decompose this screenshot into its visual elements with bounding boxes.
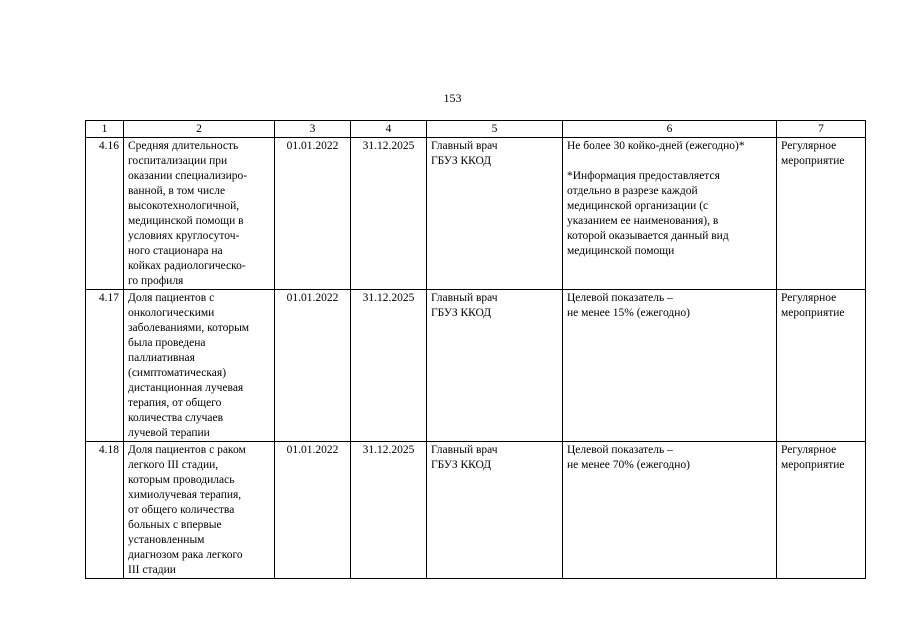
column-header: 7: [777, 121, 866, 138]
column-header: 3: [275, 121, 351, 138]
table-row: [86, 290, 866, 442]
row-indicator: Целевой показатель – не менее 70% (ежегодно): [563, 442, 777, 579]
table-header-row: [86, 121, 866, 138]
row-indicator: Не более 30 койко-дней (ежегодно)* *Информация предоставляется отдельно в разрезе каждой медицинской организации (с указанием ее наименования), в которой оказывается данный вид медицинской помощи: [563, 138, 777, 290]
row-responsible: Главный врач ГБУЗ ККОД: [427, 138, 563, 290]
row-number: 4.16: [86, 138, 124, 290]
page-number: 153: [443, 91, 462, 105]
row-start-date: 01.01.2022: [275, 138, 351, 290]
row-end-date: 31.12.2025: [351, 442, 427, 579]
column-header: 4: [351, 121, 427, 138]
row-end-date: 31.12.2025: [351, 138, 427, 290]
row-start-date: 01.01.2022: [275, 290, 351, 442]
row-description: Средняя длительность госпитализации при оказании специализиро- ванной, в том числе высокотехнологичной, медицинской помощи в условиях круглосуточ- ного стационара на койках радиологическо- го профиля: [124, 138, 275, 290]
row-description: Доля пациентов с раком легкого III стадии, которым проводилась химиолучевая терапия, от общего количества больных с впервые установленным диагнозом рака легкого III стадии: [124, 442, 275, 579]
table-row: [86, 138, 866, 290]
column-header: 5: [427, 121, 563, 138]
row-type: Регулярное мероприятие: [777, 290, 866, 442]
row-description: Доля пациентов с онкологическими заболеваниями, которым была проведена паллиативная (симптоматическая) дистанционная лучевая терапия, от общего количества случаев лучевой терапии: [124, 290, 275, 442]
row-type: Регулярное мероприятие: [777, 442, 866, 579]
measures-table: [85, 120, 866, 579]
row-number: 4.17: [86, 290, 124, 442]
column-header: 6: [563, 121, 777, 138]
column-header: 2: [124, 121, 275, 138]
row-start-date: 01.01.2022: [275, 442, 351, 579]
row-indicator: Целевой показатель – не менее 15% (ежегодно): [563, 290, 777, 442]
table-row: [86, 442, 866, 579]
row-end-date: 31.12.2025: [351, 290, 427, 442]
row-responsible: Главный врач ГБУЗ ККОД: [427, 442, 563, 579]
column-header: 1: [86, 121, 124, 138]
row-number: 4.18: [86, 442, 124, 579]
row-type: Регулярное мероприятие: [777, 138, 866, 290]
row-responsible: Главный врач ГБУЗ ККОД: [427, 290, 563, 442]
